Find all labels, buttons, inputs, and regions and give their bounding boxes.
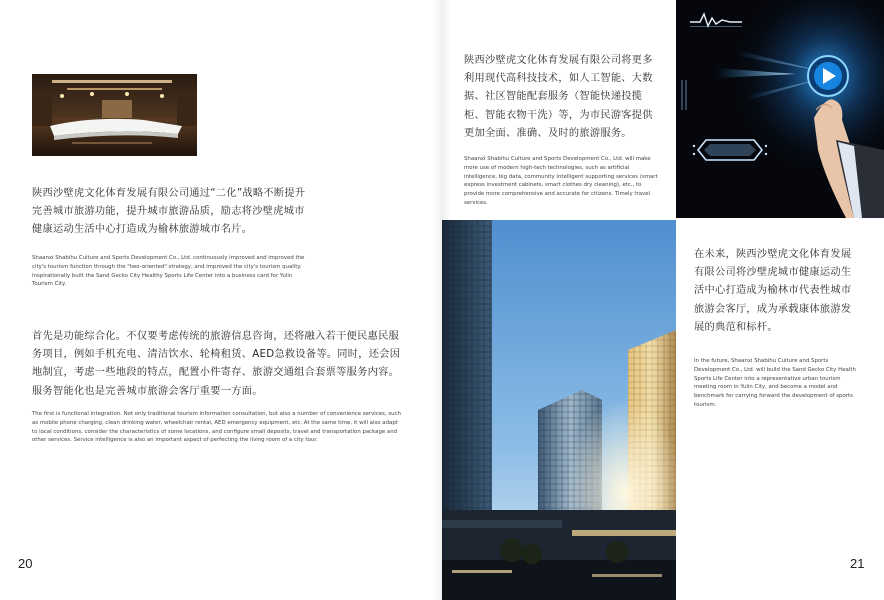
right-paragraph-2-cn: 在未来，陕西沙壁虎文化体育发展有限公司将沙壁虎城市健康运动生活中心打造成为榆林市代表性城市旅游会客厅，成为承载康体旅游发展的典范和标杆。 xyxy=(694,249,852,333)
interior-lobby-photo xyxy=(32,74,197,156)
page-number-left: 20 xyxy=(18,556,33,571)
technology-image xyxy=(676,0,884,218)
right-paragraph-1-cn: 陕西沙壁虎文化体育发展有限公司将更多利用现代高科技技术，如人工智能、大数据、社区智能配套服务（智能快递投揽柜、智能衣物干洗）等，为市民游客提供更加全面、准确、及时的旅游服务。 xyxy=(464,55,653,139)
book-gutter xyxy=(432,0,452,600)
left-paragraph-1-cn: 陕西沙壁虎文化体育发展有限公司通过“二化”战略不断提升完善城市旅游功能，提升城市旅游品质，励志将沙壁虎城市健康运动生活中心打造成为榆林旅游城市名片。 xyxy=(32,188,306,236)
page-number-right: 21 xyxy=(850,556,865,571)
right-page xyxy=(442,0,884,600)
right-paragraph-1-en: Shaanxi Shabihu Culture and Sports Development Co., Ltd. will make more use of modern high-tech technologies, such as artificial intelligence, big data, community intelligent supporting services (smart express investment cabinets, smart clothes dry cleaning), etc., to provide more comprehensive and accurate for citizens. Timely travel services. xyxy=(464,156,658,206)
interior-lobby-image xyxy=(32,74,197,156)
left-paragraph-2-en: The first is functional integration. Not only traditional tourism information consultation, but also a number of convenience services, such as mobile phone charging, clean drinking water, wheelchair rental, AED emergency equipment, etc. At the same time, it will also adapt to local conditions, consider the characteristics of some locations, and configure small deposits, travel and transportation package and other services. Service intelligence is also an important aspect of perfecting the living room of a city tour. xyxy=(32,411,401,444)
left-paragraph-2-cn: 首先是功能综合化。不仅要考虑传统的旅游信息咨询，还将融入若干便民惠民服务项目，例如手机充电、清洁饮水、轮椅租赁、AED急救设备等。同时，还会因地制宜，考虑一些地段的特点，配置小件寄存、旅游交通组合套票等服务内容。服务智能化也是完善城市旅游会客厅重要一方面。 xyxy=(32,331,401,397)
left-paragraph-1-en: Shaanxi Shabihu Culture and Sports Development Co., Ltd. continuously improved and improved the city's tourism function through the "two-oriented" strategy, and improved the city's tourism quality. Inspirationally built the Sand Gecko City Healthy Sports Life Center into a business card for Yulin Tourism City. xyxy=(32,255,305,288)
city-buildings-photo xyxy=(442,220,676,600)
right-paragraph-2-en: In the future, Shaanxi Shabihu Culture and Sports Development Co., Ltd. will build the Sand Gecko City Health Sports Life Center into a representative urban tourism meeting room in Yulin City, and become a model and benchmark for carrying forward the development of sports tourism. xyxy=(694,358,856,408)
technology-photo xyxy=(676,0,884,218)
city-buildings-image xyxy=(442,220,676,600)
